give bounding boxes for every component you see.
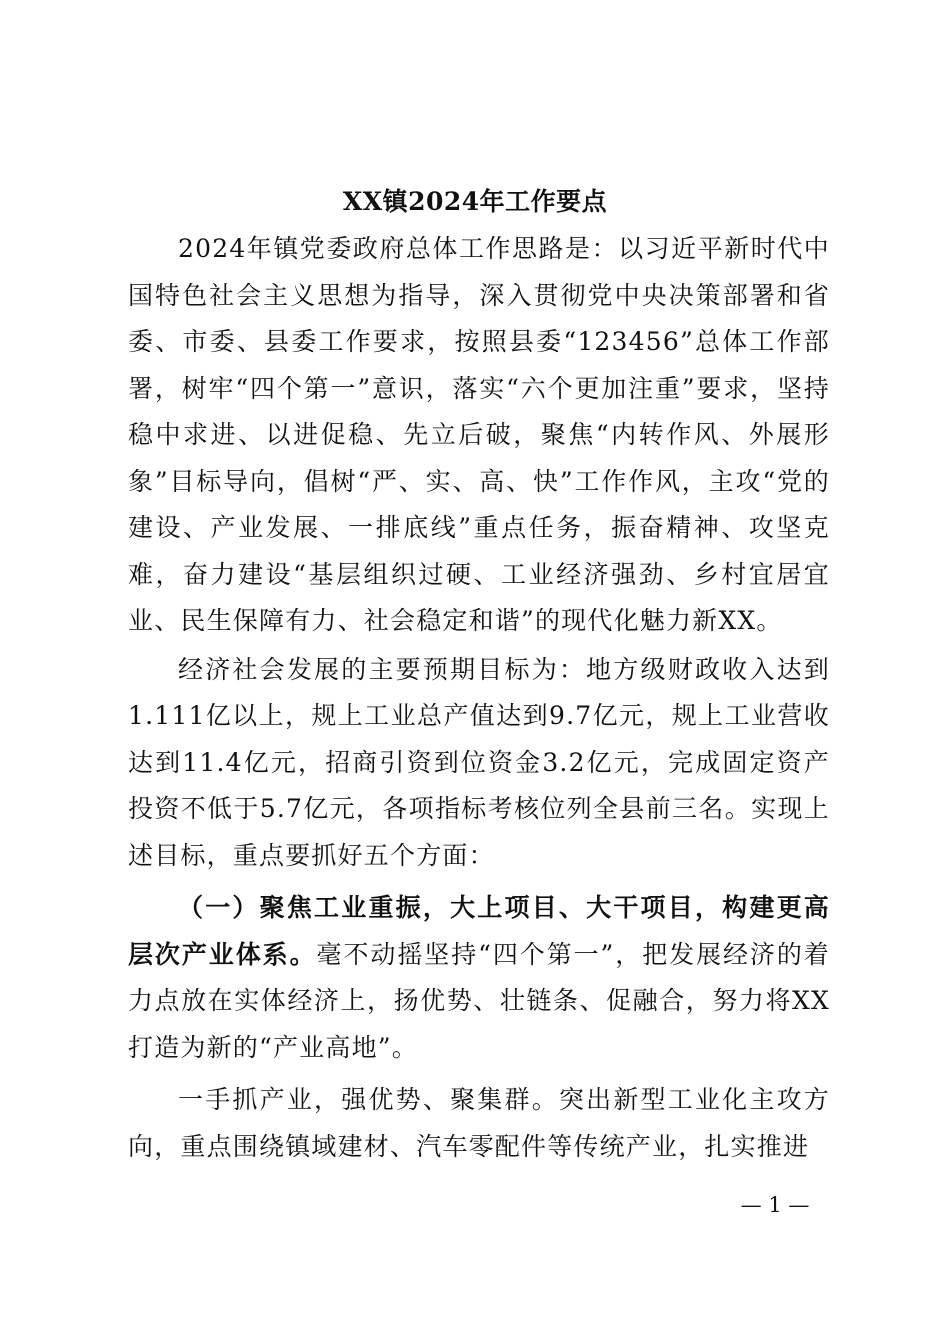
document-title: XX镇2024年工作要点: [342, 187, 608, 216]
paragraph-section-one: [128, 885, 830, 1071]
document-body: [128, 226, 830, 1170]
paragraph-industry: 一手抓产业，强优势、聚集群。突出新型工业化主攻方向，重点围绕镇域建材、汽车零配件等传统产业，扎实推进: [128, 1085, 830, 1161]
paragraph-overall-approach: 2024年镇党委政府总体工作思路是：以习近平新时代中国特色社会主义思想为指导，深入贯彻党中央决策部署和省委、市委、县委工作要求，按照县委“123456”总体工作部署，树牢“四个第一”意识，落实“六个更加注重”要求，坚持稳中求进、以进促稳、先立后破，聚焦“内转作风、外展形象”目标导向，倡树“严、实、高、快”工作作风，主攻“党的建设、产业发展、一排底线”重点任务，振奋精神、攻坚克难，奋力建设“基层组织过硬、工业经济强劲、乡村宜居宜业、民生保障有力、社会稳定和谐”的现代化魅力新XX。: [128, 234, 830, 635]
section-one-heading: （一）聚焦工业重振，大上项目、大干项目，构建更高层次产业体系。: [128, 893, 830, 969]
paragraph-expected-targets: 经济社会发展的主要预期目标为：地方级财政收入达到1.111亿以上，规上工业总产值达到9.7亿元，规上工业营收达到11.4亿元，招商引资到位资金3.2亿元，完成固定资产投资不低于5.7亿元，各项指标考核位列全县前三名。实现上述目标，重点要抓好五个方面：: [128, 654, 830, 870]
page-number: — 1 —: [740, 1193, 810, 1217]
section-one-text: 毫不动摇坚持“四个第一”，把发展经济的着力点放在实体经济上，扬优势、壮链条、促融合，努力将XX打造为新的“产业高地”。: [128, 939, 830, 1062]
